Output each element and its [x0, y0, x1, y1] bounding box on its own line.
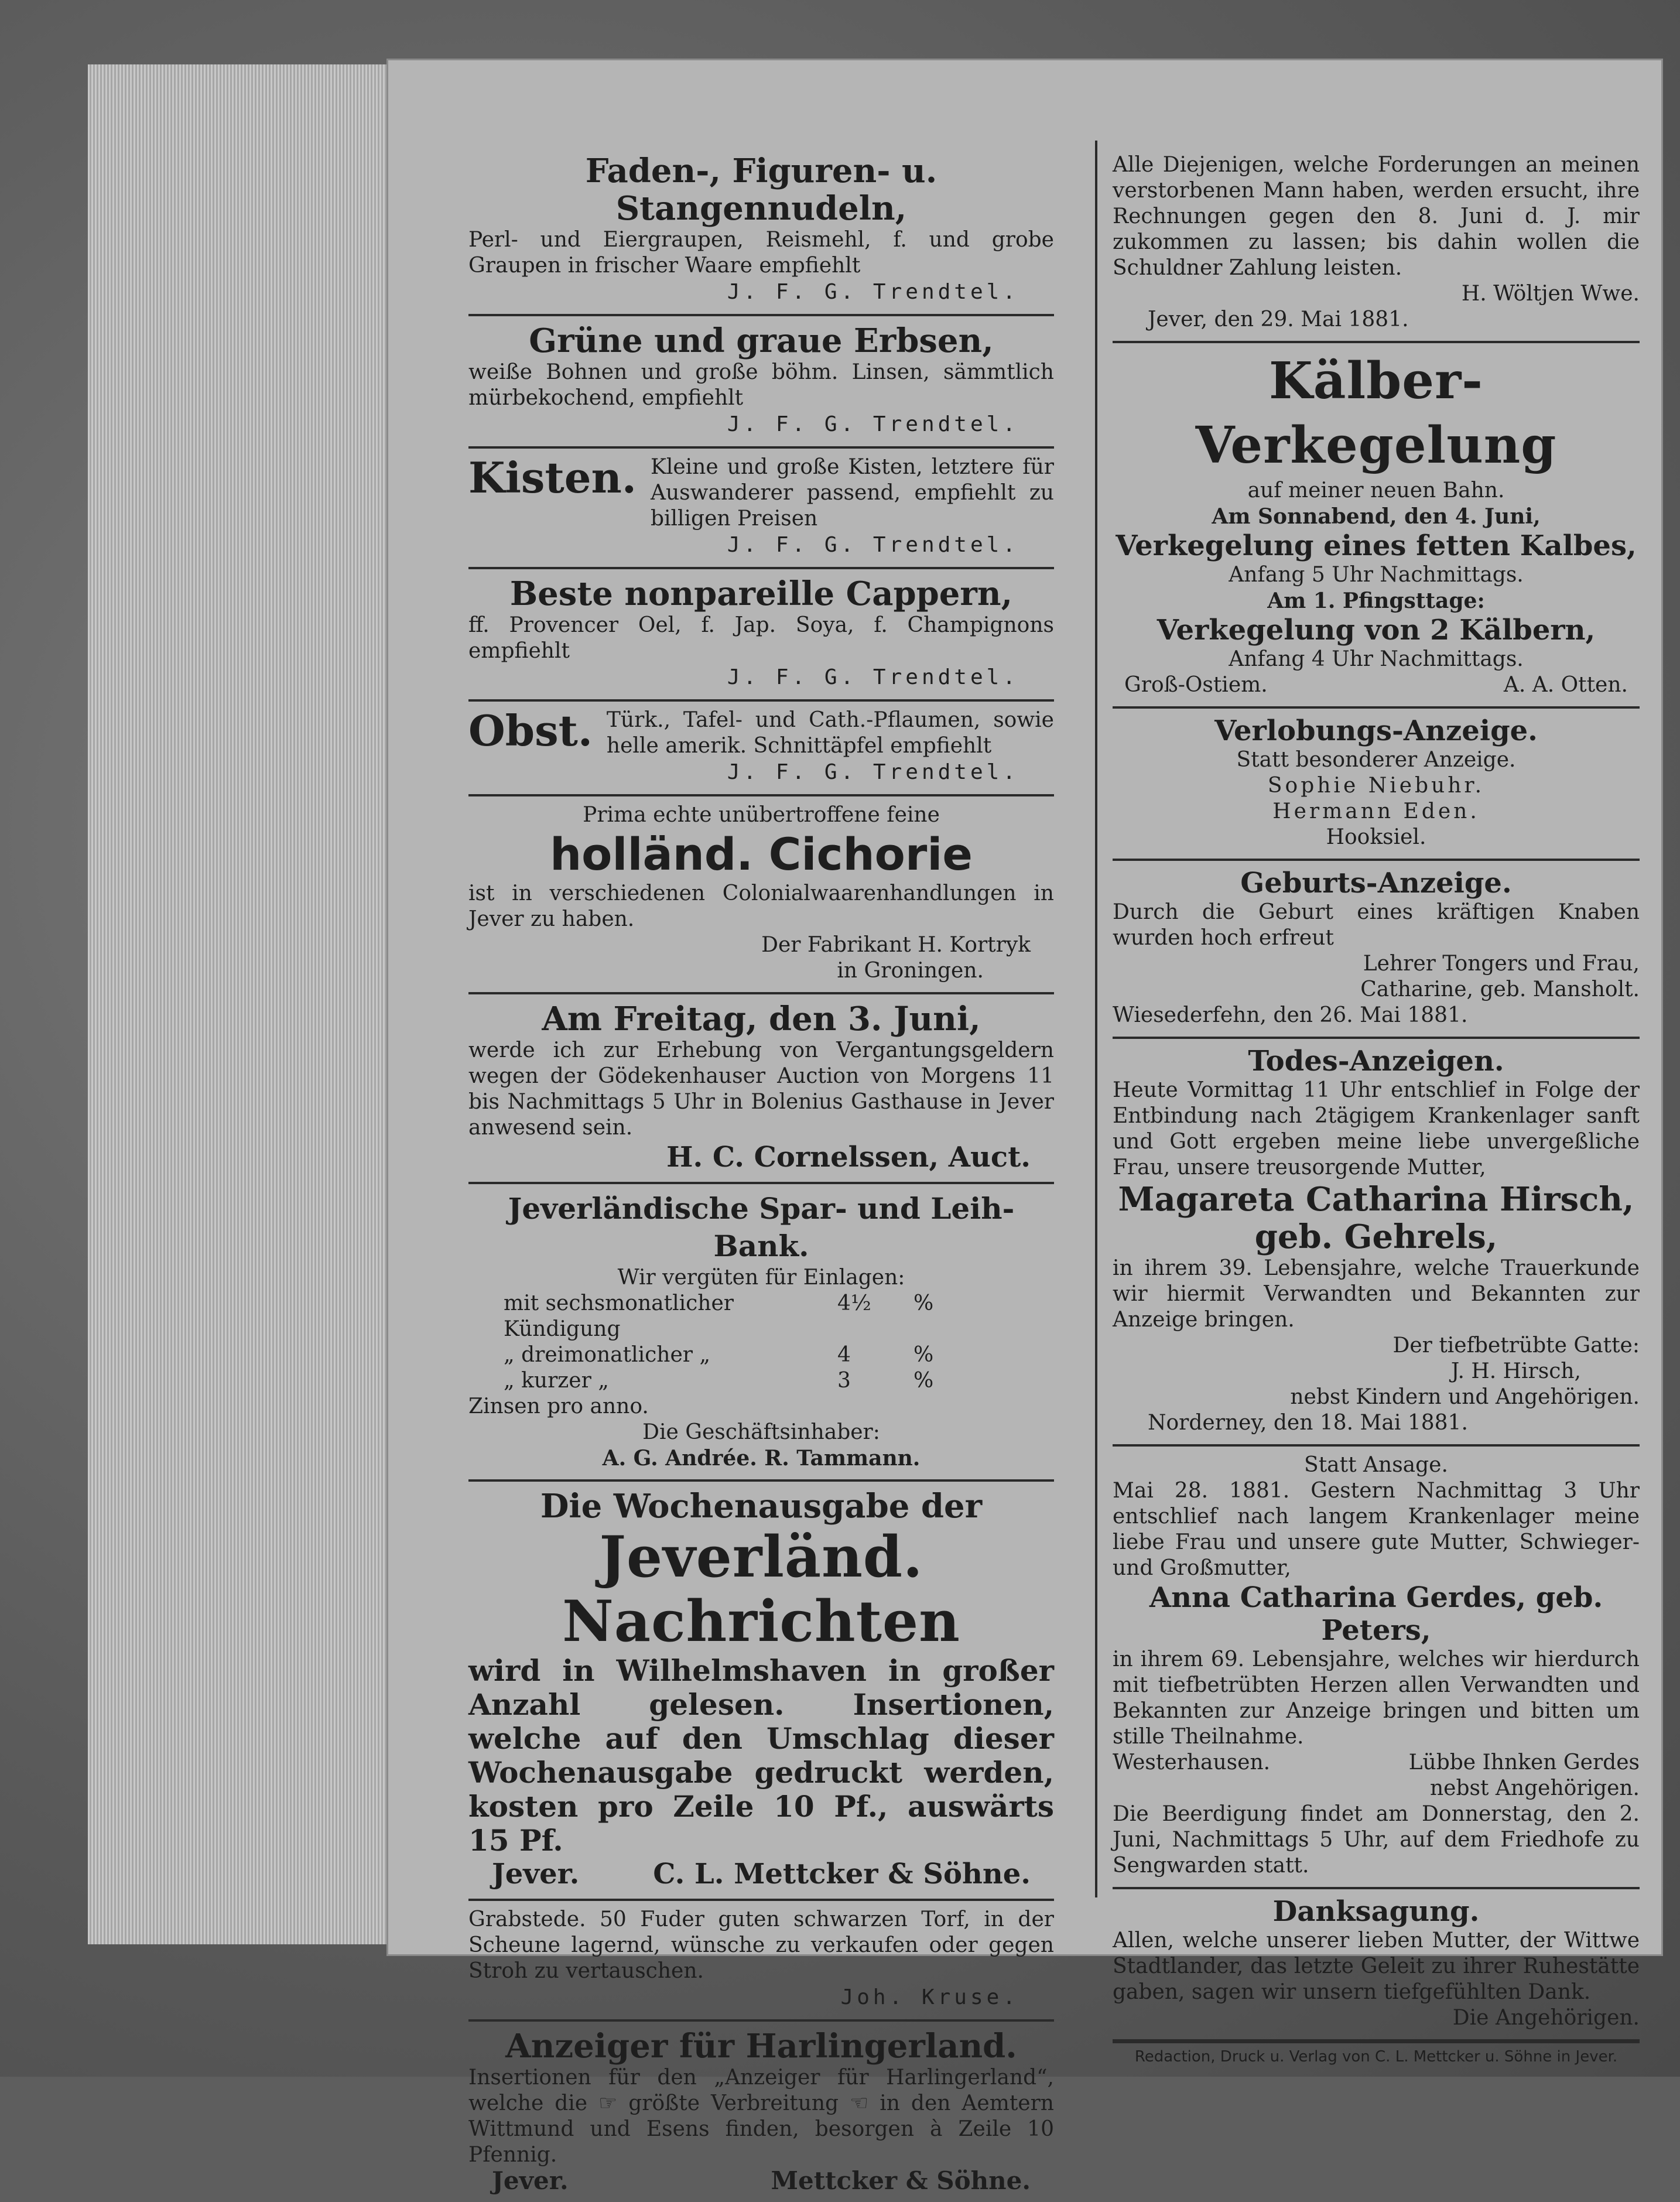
ad-signature-place: in Groningen.: [837, 959, 984, 983]
notice-body: Heute Vormittag 11 Uhr entschlief in Folge der Entbindung nach 2tägigem Krankenlager sanft und Gott ergeben meine liebe unvergeßliche Frau, unsere treusorgende Mutter,: [1113, 1078, 1640, 1179]
notice-body: Durch die Geburt eines kräftigen Knaben wurden hoch erfreut: [1113, 900, 1640, 950]
ad-body: Perl- und Eiergraupen, Reismehl, f. und grobe Graupen in frischer Waare empfiehlt: [468, 228, 1054, 278]
notice-signature: Catharine, geb. Mansholt.: [1360, 977, 1640, 1001]
notice-body: Alle Diejenigen, welche Forderungen an meinen verstorbenen Mann haben, werden ersucht, ihre Rechnungen gegen den 8. Juni d. J. mir zukommen zu lassen; bis dahin wollen die Schuldner Zahlung leisten.: [1113, 153, 1640, 280]
ad-erbsen: [468, 316, 1054, 449]
ad-signature: Der Fabrikant H. Kortryk: [761, 933, 1031, 957]
notice-body: in ihrem 69. Lebensjahre, welches wir hierdurch mit tiefbetrübten Herzen allen Verwandten und Bekannten zur Anzeige bringen und bitten um stille Theilnahme.: [1113, 1647, 1640, 1749]
ad-signature: J. F. G. Trendtel.: [727, 280, 1019, 304]
notice-place-date: Wiesederfehn, den 26. Mai 1881.: [1113, 1003, 1468, 1027]
notice-danksagung: [1113, 1889, 1640, 2042]
notice-signature: Die Angehörigen.: [1452, 2006, 1640, 2030]
rate-value: 4: [837, 1343, 851, 1367]
rate-label: mit sechsmonatlicher Kündigung: [504, 1291, 734, 1341]
notice-signature: nebst Angehörigen.: [1429, 1776, 1640, 1800]
ad-bank: [468, 1184, 1054, 1482]
ad-line: auf meiner neuen Bahn.: [1247, 478, 1505, 502]
ad-nudeln: [468, 146, 1054, 316]
rate-row: [468, 1291, 1054, 1342]
notice-todes-hirsch: [1113, 1039, 1640, 1447]
rate-unit: %: [913, 1343, 934, 1367]
notice-title: Danksagung.: [1272, 1895, 1480, 1928]
notice-signature: H. Wöltjen Wwe.: [1461, 282, 1640, 306]
notice-place: Westerhausen.: [1113, 1750, 1271, 1774]
column-divider: [1095, 141, 1097, 1897]
notice-line: Sophie Niebuhr.: [1267, 774, 1485, 798]
ad-torf: [468, 1901, 1054, 2022]
ad-signature: J. F. G. Trendtel.: [727, 665, 1019, 689]
ad-line: Anfang 4 Uhr Nachmittags.: [1229, 647, 1524, 671]
notice-place-date: Jever, den 29. Mai 1881.: [1148, 307, 1409, 331]
notice-pretitle: Statt Ansage.: [1304, 1453, 1448, 1477]
rate-label: „ dreimonatlicher „: [504, 1343, 711, 1367]
ad-signature: Joh. Kruse.: [840, 1985, 1019, 2009]
ad-cappern: [468, 569, 1054, 702]
ad-body: ff. Provencer Oel, f. Jap. Soya, f. Champignons empfiehlt: [468, 613, 1054, 663]
ad-signature: J. F. G. Trendtel.: [727, 533, 1019, 557]
ad-title: holländ. Cichorie: [550, 828, 973, 880]
ad-line: Am Sonnabend, den 4. Juni,: [1212, 504, 1541, 529]
ad-kisten: [468, 449, 1054, 569]
book-page-edges: [88, 64, 398, 1944]
ad-body: Grabstede. 50 Fuder guten schwarzen Torf, in der Scheune lagernd, wünsche zu verkaufen oder gegen Stroh zu vertauschen.: [468, 1907, 1054, 1983]
ad-title: Anzeiger für Harlingerland.: [505, 2027, 1017, 2066]
ad-body: Türk., Tafel- und Cath.-Pflaumen, sowie helle amerik. Schnittäpfel empfiehlt: [606, 708, 1054, 758]
rate-label: „ kurzer „: [504, 1369, 609, 1393]
ad-title: Kälber-Verkegelung: [1195, 351, 1557, 475]
ad-line: Verkegelung eines fetten Kalbes,: [1116, 529, 1637, 562]
notice-forderungen: [1113, 146, 1640, 343]
ad-signature: H. C. Cornelssen, Auct.: [666, 1141, 1031, 1174]
imprint-footer: Redaction, Druck u. Verlag von C. L. Mettcker u. Söhne in Jever.: [1113, 2042, 1640, 2067]
notice-signature: nebst Kindern und Angehörigen.: [1290, 1385, 1640, 1409]
ad-pretitle: Die Wochenausgabe der: [540, 1487, 983, 1526]
ad-signature: C. L. Mettcker & Söhne.: [653, 1858, 1031, 1890]
ad-signature-place: Jever.: [492, 1858, 580, 1890]
ad-signature-place: Groß-Ostiem.: [1124, 673, 1268, 697]
rate-value: 4½: [837, 1291, 871, 1315]
notice-signature-label: Der tiefbetrübte Gatte:: [1392, 1333, 1640, 1358]
ad-title: Am Freitag, den 3. Juni,: [542, 1000, 981, 1038]
notice-body: in ihrem 39. Lebensjahre, welche Trauerkunde wir hiermit Verwandten und Bekannten zur Anzeige bringen.: [1113, 1256, 1640, 1332]
ad-line: Anfang 5 Uhr Nachmittags.: [1229, 563, 1524, 587]
deceased-maiden-name: geb. Gehrels,: [1254, 1218, 1498, 1256]
ad-cichorie: [468, 796, 1054, 994]
ad-body: wird in Wilhelmshaven in großer Anzahl gelesen. Insertionen, welche auf den Umschlag dieser Wochenausgabe gedruckt werden, kosten pro Zeile 10 Pf., auswärts 15 Pf.: [468, 1653, 1054, 1858]
ad-lead: Kisten.: [468, 453, 637, 502]
ad-title: Beste nonpareille Cappern,: [509, 575, 1013, 613]
deceased-name: Anna Catharina Gerdes, geb. Peters,: [1149, 1581, 1603, 1647]
deceased-name: Magareta Catharina Hirsch,: [1118, 1180, 1634, 1219]
rate-unit: %: [913, 1291, 934, 1315]
notice-verlobung: [1113, 709, 1640, 861]
ad-title: Faden-, Figuren- u. Stangennudeln,: [585, 152, 937, 228]
ad-kaelber: [1113, 343, 1640, 709]
ad-intro: Wir vergüten für Einlagen:: [617, 1266, 905, 1290]
left-column: [468, 146, 1054, 2202]
notice-line: Hermann Eden.: [1272, 799, 1480, 823]
ad-freitag: [468, 994, 1054, 1184]
right-column: [1113, 146, 1640, 2067]
ad-signature: A. A. Otten.: [1503, 673, 1628, 697]
notice-title: Verlobungs-Anzeige.: [1214, 714, 1538, 747]
rate-row: [468, 1342, 1054, 1368]
ad-line: Verkegelung von 2 Kälbern,: [1157, 614, 1596, 647]
notice-line: Hooksiel.: [1326, 825, 1426, 849]
notice-geburt: [1113, 861, 1640, 1039]
rate-unit: %: [913, 1369, 934, 1393]
ad-obst: [468, 702, 1054, 796]
notice-signature: J. H. Hirsch,: [1450, 1359, 1581, 1383]
owners-label: Die Geschäftsinhaber:: [642, 1420, 880, 1444]
ad-title: Jeverländische Spar- und Leih-Bank.: [508, 1191, 1015, 1263]
rate-note: Zinsen pro anno.: [468, 1394, 649, 1418]
ad-body: Kleine und große Kisten, letztere für Auswanderer passend, empfiehlt zu billigen Preisen: [650, 455, 1054, 531]
ad-pretitle: Prima echte unübertroffene feine: [583, 803, 940, 827]
ad-title: Jeverländ. Nachrichten: [562, 1524, 960, 1654]
owners: A. G. Andrée. R. Tammann.: [602, 1446, 921, 1471]
notice-title: Geburts-Anzeige.: [1240, 867, 1512, 900]
ad-lead: Obst.: [468, 706, 593, 755]
notice-todes-gerdes: [1113, 1447, 1640, 1889]
notice-place-date: Norderney, den 18. Mai 1881.: [1148, 1411, 1468, 1435]
ad-title: Grüne und graue Erbsen,: [529, 322, 994, 360]
ad-body: werde ich zur Erhebung von Vergantungsgeldern wegen der Gödekenhauser Auction von Morgens 11 bis Nachmittags 5 Uhr in Bolenius Gasthause in Jever anwesend sein.: [468, 1038, 1054, 1140]
ad-wochenausgabe: [468, 1482, 1054, 1901]
ad-signature: Mettcker & Söhne.: [771, 2166, 1031, 2195]
ad-signature-place: Jever.: [492, 2166, 569, 2195]
notice-body: Mai 28. 1881. Gestern Nachmittag 3 Uhr entschlief nach langem Krankenlager meine liebe Frau und unsere gute Mutter, Schwieger- und Großmutter,: [1113, 1479, 1640, 1580]
rate-value: 3: [837, 1369, 851, 1393]
notice-line: Statt besonderer Anzeige.: [1236, 748, 1516, 772]
notice-body: Allen, welche unserer lieben Mutter, der Wittwe Stadtlander, das letzte Geleit zu ihrer Ruhestätte gaben, sagen wir unsern tiefgefühlten Dank.: [1113, 1929, 1640, 2004]
ad-body: Insertionen für den „Anzeiger für Harlingerland“, welche die ☞ größte Verbreitung ☜ in den Aemtern Wittmund und Esens finden, besorgen à Zeile 10 Pfennig.: [468, 2066, 1054, 2167]
ad-body: ist in verschiedenen Colonialwaarenhandlungen in Jever zu haben.: [468, 881, 1054, 931]
rate-row: [468, 1368, 1054, 1394]
notice-signature: Lehrer Tongers und Frau,: [1363, 952, 1640, 976]
ad-line: Am 1. Pfingsttage:: [1267, 589, 1485, 613]
ad-harlingerland: [468, 2022, 1054, 2202]
ad-body: weiße Bohnen und große böhm. Linsen, sämmtlich mürbekochend, empfiehlt: [468, 360, 1054, 410]
ad-signature: J. F. G. Trendtel.: [727, 412, 1019, 436]
notice-signature: Lübbe Ihnken Gerdes: [1408, 1750, 1640, 1774]
notice-funeral: Die Beerdigung findet am Donnerstag, den 2. Juni, Nachmittags 5 Uhr, auf dem Friedhofe zu Sengwarden statt.: [1113, 1802, 1640, 1878]
notice-title: Todes-Anzeigen.: [1248, 1045, 1504, 1078]
ad-signature: J. F. G. Trendtel.: [727, 760, 1019, 784]
